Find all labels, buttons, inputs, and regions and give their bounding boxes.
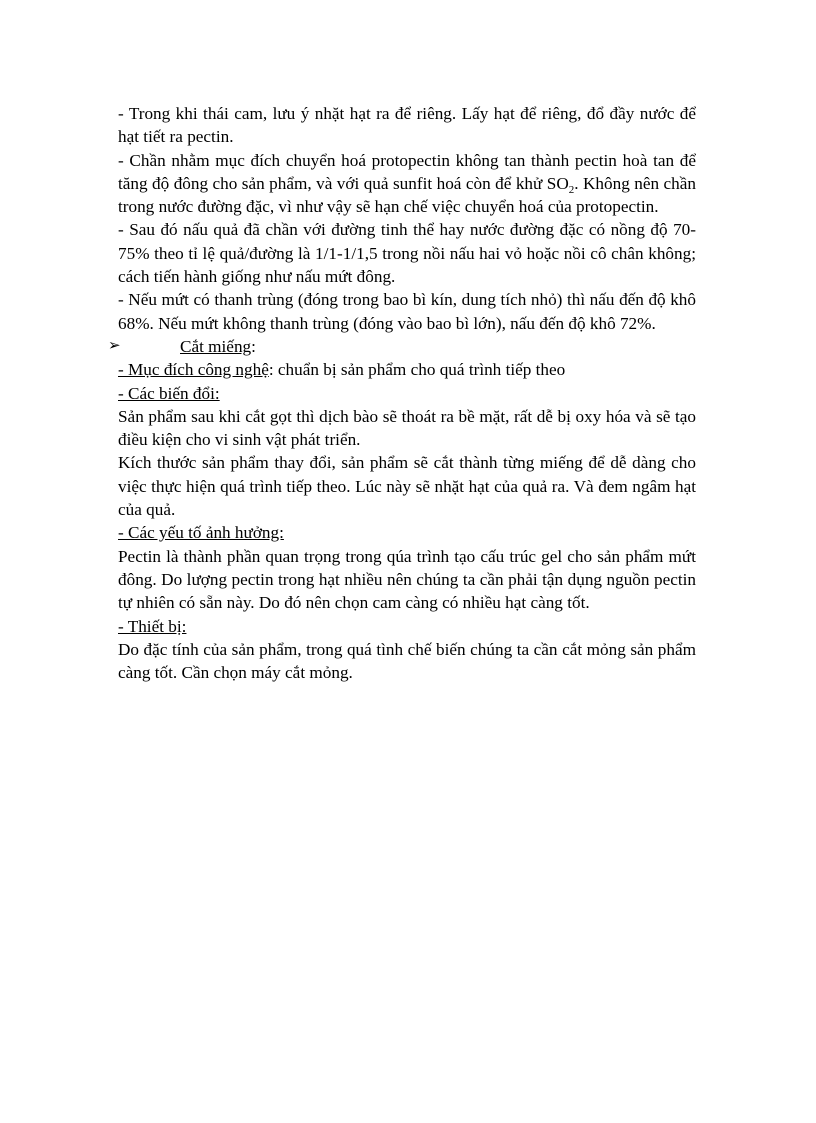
purpose-line	[118, 358, 696, 381]
equipment-paragraph: Do đặc tính của sản phẩm, trong quá tình chế biến chúng ta cần cắt mỏng sản phẩm càng tốt. Cần chọn máy cắt mỏng.	[118, 639, 696, 683]
purpose-label: - Mục đích công nghệ	[118, 360, 269, 380]
paragraph-seed-separation: - Trong khi thái cam, lưu ý nhặt hạt ra để riêng. Lấy hạt để riêng, đổ đầy nước để hạt tiết ra pectin.	[118, 104, 696, 147]
blanching-text: - Chần nhằm mục đích chuyển hoá protopectin không tan thành pectin hoà tan để tăng độ đông cho sản phẩm, và với quả sunfit hoá còn để khử SO	[118, 150, 696, 193]
changes-paragraph-2: Kích thước sản phẩm thay đổi, sản phẩm sẽ cắt thành từng miếng để dễ dàng cho việc thực hiện quá trình tiếp theo. Lúc này sẽ nhặt hạt của quả ra. Và đem ngâm hạt của quả.	[118, 453, 696, 520]
changes-paragraph-1: Sản phẩm sau khi cắt gọt thì dịch bào sẽ thoát ra bề mặt, rất dễ bị oxy hóa và sẽ tạo điều kiện cho vi sinh vật phát triển.	[118, 406, 696, 450]
arrow-bullet-icon: ➢	[108, 337, 121, 354]
paragraph-cooking: - Sau đó nấu quả đã chần với đường tinh thể hay nước đường đặc có nồng độ 70-75% theo tỉ lệ quả/đường là 1/1-1/1,5 trong nồi nấu hai vỏ hoặc nồi cô chân không; cách tiến hành giống như nấu mứt đông.	[118, 220, 696, 287]
factors-paragraph: Pectin là thành phần quan trọng trong qúa trình tạo cấu trúc gel cho sản phẩm mứt đông. Do lượng pectin trong hạt nhiều nên chúng ta cần phải tận dụng nguồn pectin tự nhiên có sẵn này. Do đó nên chọn cam càng có nhiều hạt càng tốt.	[118, 546, 696, 613]
so2-subscript: 2	[568, 183, 575, 196]
equipment-label-line	[118, 615, 696, 638]
document-body	[108, 102, 696, 684]
purpose-text: : chuẩn bị sản phẩm cho quá trình tiếp theo	[268, 360, 566, 380]
paragraph-blanching	[118, 149, 696, 219]
factors-label-line	[118, 521, 696, 544]
paragraph-sterilization: - Nếu mứt có thanh trùng (đóng trong bao bì kín, dung tích nhỏ) thì nấu đến độ khô 68%. Nếu mứt không thanh trùng (đóng vào bao bì lớn), nấu đến độ khô 72%.	[118, 290, 696, 333]
blanching-text-tail: . Không nên chần trong nước đường đặc, vì như vậy sẽ hạn chế việc chuyển hoá của protopectin.	[118, 173, 696, 217]
changes-label-line	[118, 382, 696, 405]
factors-label: - Các yếu tố ảnh hưởng:	[118, 523, 284, 543]
section-heading-colon: :	[251, 336, 256, 356]
section-heading: Cắt miếng	[180, 336, 252, 356]
changes-label: - Các biến đổi:	[118, 383, 220, 403]
section-heading-row	[108, 335, 696, 358]
equipment-label: - Thiết bị:	[118, 616, 187, 636]
